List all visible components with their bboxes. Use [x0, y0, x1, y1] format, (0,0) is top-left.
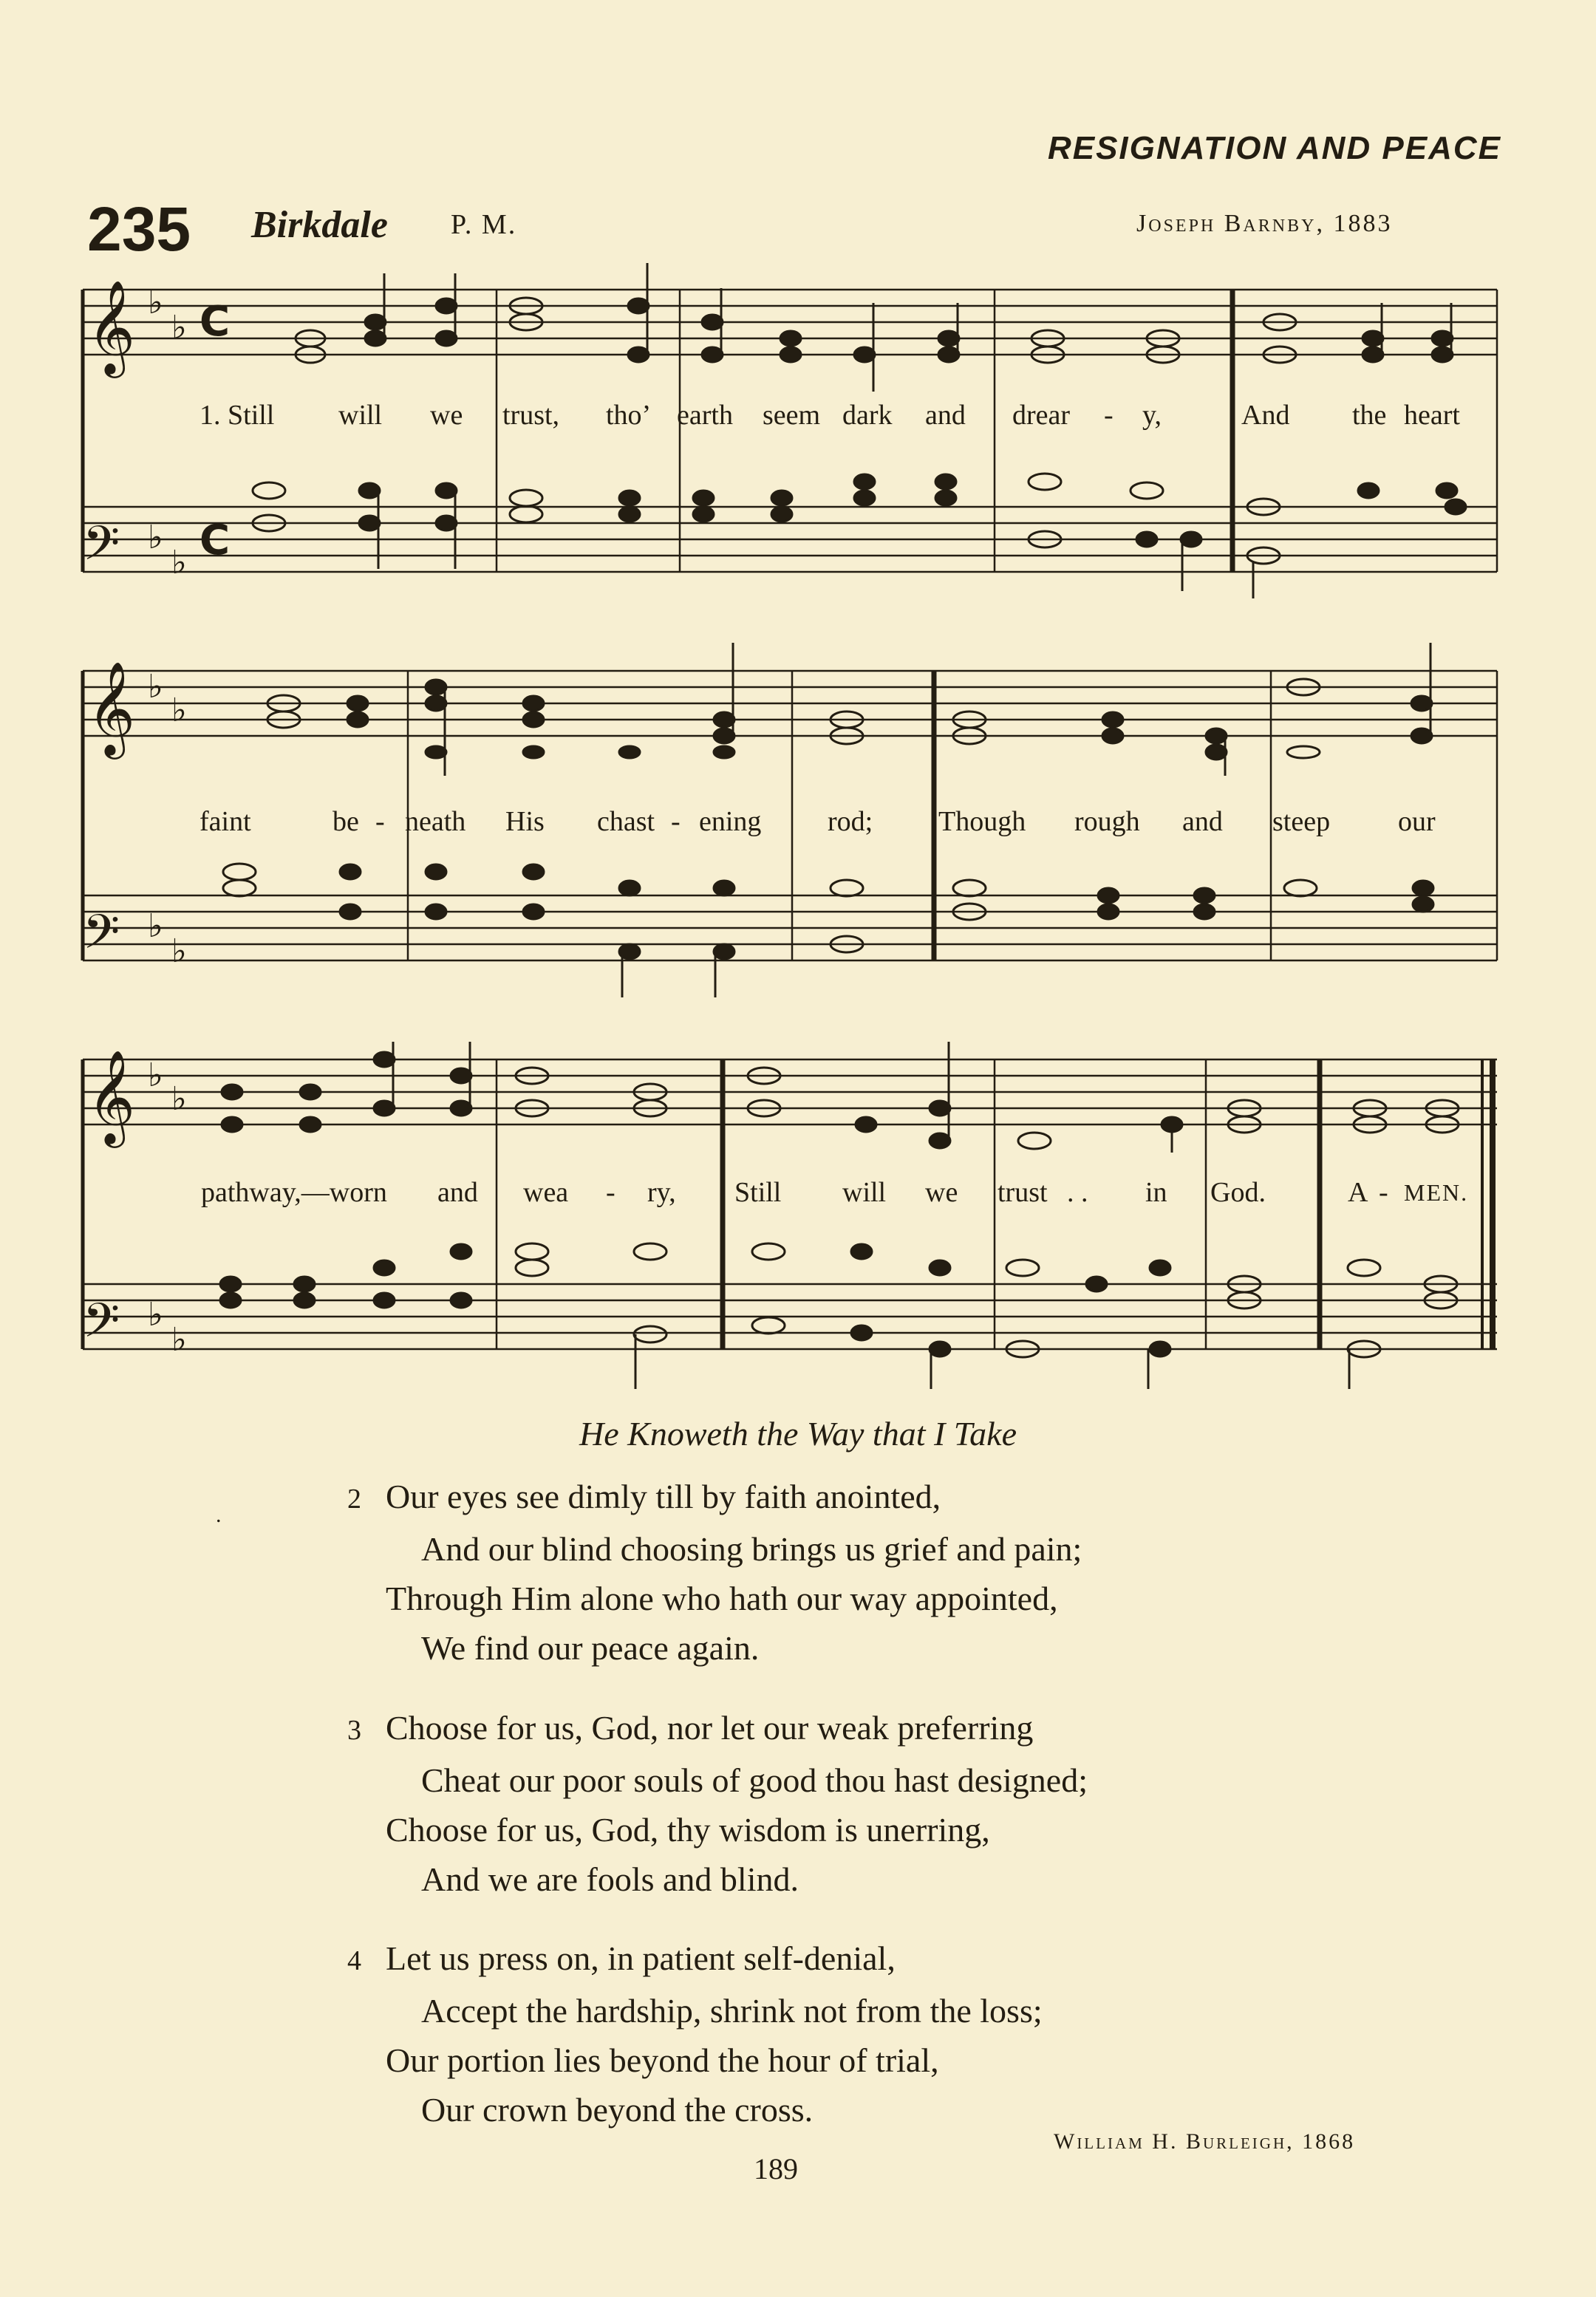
verse-line: Our portion lies beyond the hour of trial,	[386, 2041, 939, 2079]
svg-text:♭: ♭	[171, 1321, 187, 1359]
verse-line: Choose for us, God, nor let our weak preferring	[386, 1709, 1034, 1747]
bass-staff-2	[83, 895, 1497, 960]
lyric: be	[332, 806, 359, 837]
svg-text:♭: ♭	[148, 284, 163, 321]
svg-text:♭: ♭	[171, 309, 187, 347]
treble-clef: 𝄞	[87, 1049, 136, 1144]
composer: Joseph Barnby, 1883	[1136, 210, 1393, 237]
svg-text:♭: ♭	[171, 1080, 187, 1118]
lyric: will	[842, 1177, 887, 1208]
lyric: pathway,—worn	[201, 1177, 387, 1208]
verse-line: Our eyes see dimly till by faith anointed,	[386, 1478, 941, 1515]
verse-line: Cheat our poor souls of good thou hast designed;	[421, 1761, 1088, 1799]
svg-text:C: C	[200, 298, 231, 346]
verse-line: Through Him alone who hath our way appointed,	[386, 1580, 1058, 1617]
lyric: and	[1182, 806, 1223, 837]
bass-clef: 𝄢	[83, 516, 120, 583]
svg-text:♭: ♭	[171, 932, 187, 970]
lyric: . .	[1067, 1177, 1088, 1208]
lyric: tho’	[606, 400, 652, 431]
author: William H. Burleigh, 1868	[1054, 2129, 1356, 2154]
lyric: ry,	[647, 1177, 676, 1208]
lyric: MEN.	[1404, 1179, 1469, 1206]
lyric: Though	[938, 806, 1026, 837]
verse-number: 4	[347, 1945, 361, 1976]
stanza-3	[347, 1703, 1088, 1904]
lyric: we	[925, 1177, 958, 1208]
lyric: rough	[1074, 806, 1140, 837]
lyric: chast	[597, 806, 655, 837]
bass-clef: 𝄢	[83, 1294, 120, 1360]
verse-number: 2	[347, 1484, 361, 1515]
verse-line: Our crown beyond the cross.	[421, 2091, 814, 2129]
lyric: rod;	[828, 806, 873, 837]
svg-text:♭: ♭	[148, 519, 163, 556]
svg-text:♭: ♭	[171, 692, 187, 729]
lyric: steep	[1272, 806, 1331, 837]
hymn-number: 235	[87, 194, 191, 264]
verse-line: And our blind choosing brings us grief and pain;	[421, 1530, 1082, 1568]
verse-number: 3	[347, 1715, 361, 1746]
lyric: And	[1241, 400, 1290, 431]
lyric: and	[925, 400, 966, 431]
lyric: heart	[1404, 400, 1460, 431]
lyric: in	[1145, 1177, 1167, 1208]
treble-clef: 𝄞	[87, 661, 136, 755]
verse-line: Let us press on, in patient self-denial,	[386, 1939, 896, 1977]
lyric: A	[1348, 1177, 1368, 1208]
verse-line: Accept the hardship, shrink not from the loss;	[421, 1992, 1043, 2030]
lyric: trust,	[502, 400, 560, 431]
lyric: we	[430, 400, 463, 431]
lyric: -	[606, 1177, 615, 1208]
lyric: the	[1352, 400, 1387, 431]
lyric: earth	[677, 400, 733, 431]
lyric: -	[1379, 1177, 1388, 1208]
tune-name: Birkdale	[251, 204, 388, 246]
lyric: dark	[842, 400, 893, 431]
lyric: drear	[1012, 400, 1071, 431]
lyric: 1. Still	[200, 400, 275, 431]
lyric: will	[338, 400, 383, 431]
lyric: seem	[763, 400, 821, 431]
lyric: God.	[1210, 1177, 1266, 1208]
meter: P. M.	[451, 209, 517, 240]
lyric: -	[1104, 400, 1114, 431]
lyric: Still	[734, 1177, 782, 1208]
section-title: RESIGNATION AND PEACE	[1047, 130, 1501, 166]
verse-line: We find our peace again.	[421, 1629, 760, 1667]
svg-text:♭: ♭	[148, 907, 163, 945]
verses-title: He Knoweth the Way that I Take	[579, 1415, 1017, 1453]
lyric: His	[505, 806, 545, 837]
lyric: wea	[523, 1177, 569, 1208]
stray-mark: .	[216, 1503, 222, 1527]
lyric: faint	[200, 806, 251, 837]
stanza-2	[347, 1472, 1082, 1673]
lyric: and	[437, 1177, 478, 1208]
treble-staff-3	[83, 1059, 1497, 1124]
verse-line: Choose for us, God, thy wisdom is unerring,	[386, 1811, 990, 1849]
svg-text:♭: ♭	[148, 1057, 163, 1094]
lyric: -	[375, 806, 385, 837]
lyric: -	[671, 806, 681, 837]
svg-text:♭: ♭	[148, 668, 163, 706]
lyric: ening	[699, 806, 762, 837]
page-number: 189	[754, 2152, 798, 2185]
bass-staff-3	[83, 1284, 1497, 1349]
svg-text:C: C	[200, 516, 231, 564]
lyric: our	[1398, 806, 1436, 837]
treble-clef: 𝄞	[87, 279, 136, 374]
bass-clef: 𝄢	[83, 905, 120, 972]
lyric: y,	[1142, 400, 1162, 431]
stanza-4	[347, 1933, 1043, 2134]
svg-text:♭: ♭	[171, 544, 187, 581]
svg-text:♭: ♭	[148, 1296, 163, 1334]
lyric: neath	[405, 806, 466, 837]
lyric: trust	[998, 1177, 1048, 1208]
verse-line: And we are fools and blind.	[421, 1860, 799, 1898]
